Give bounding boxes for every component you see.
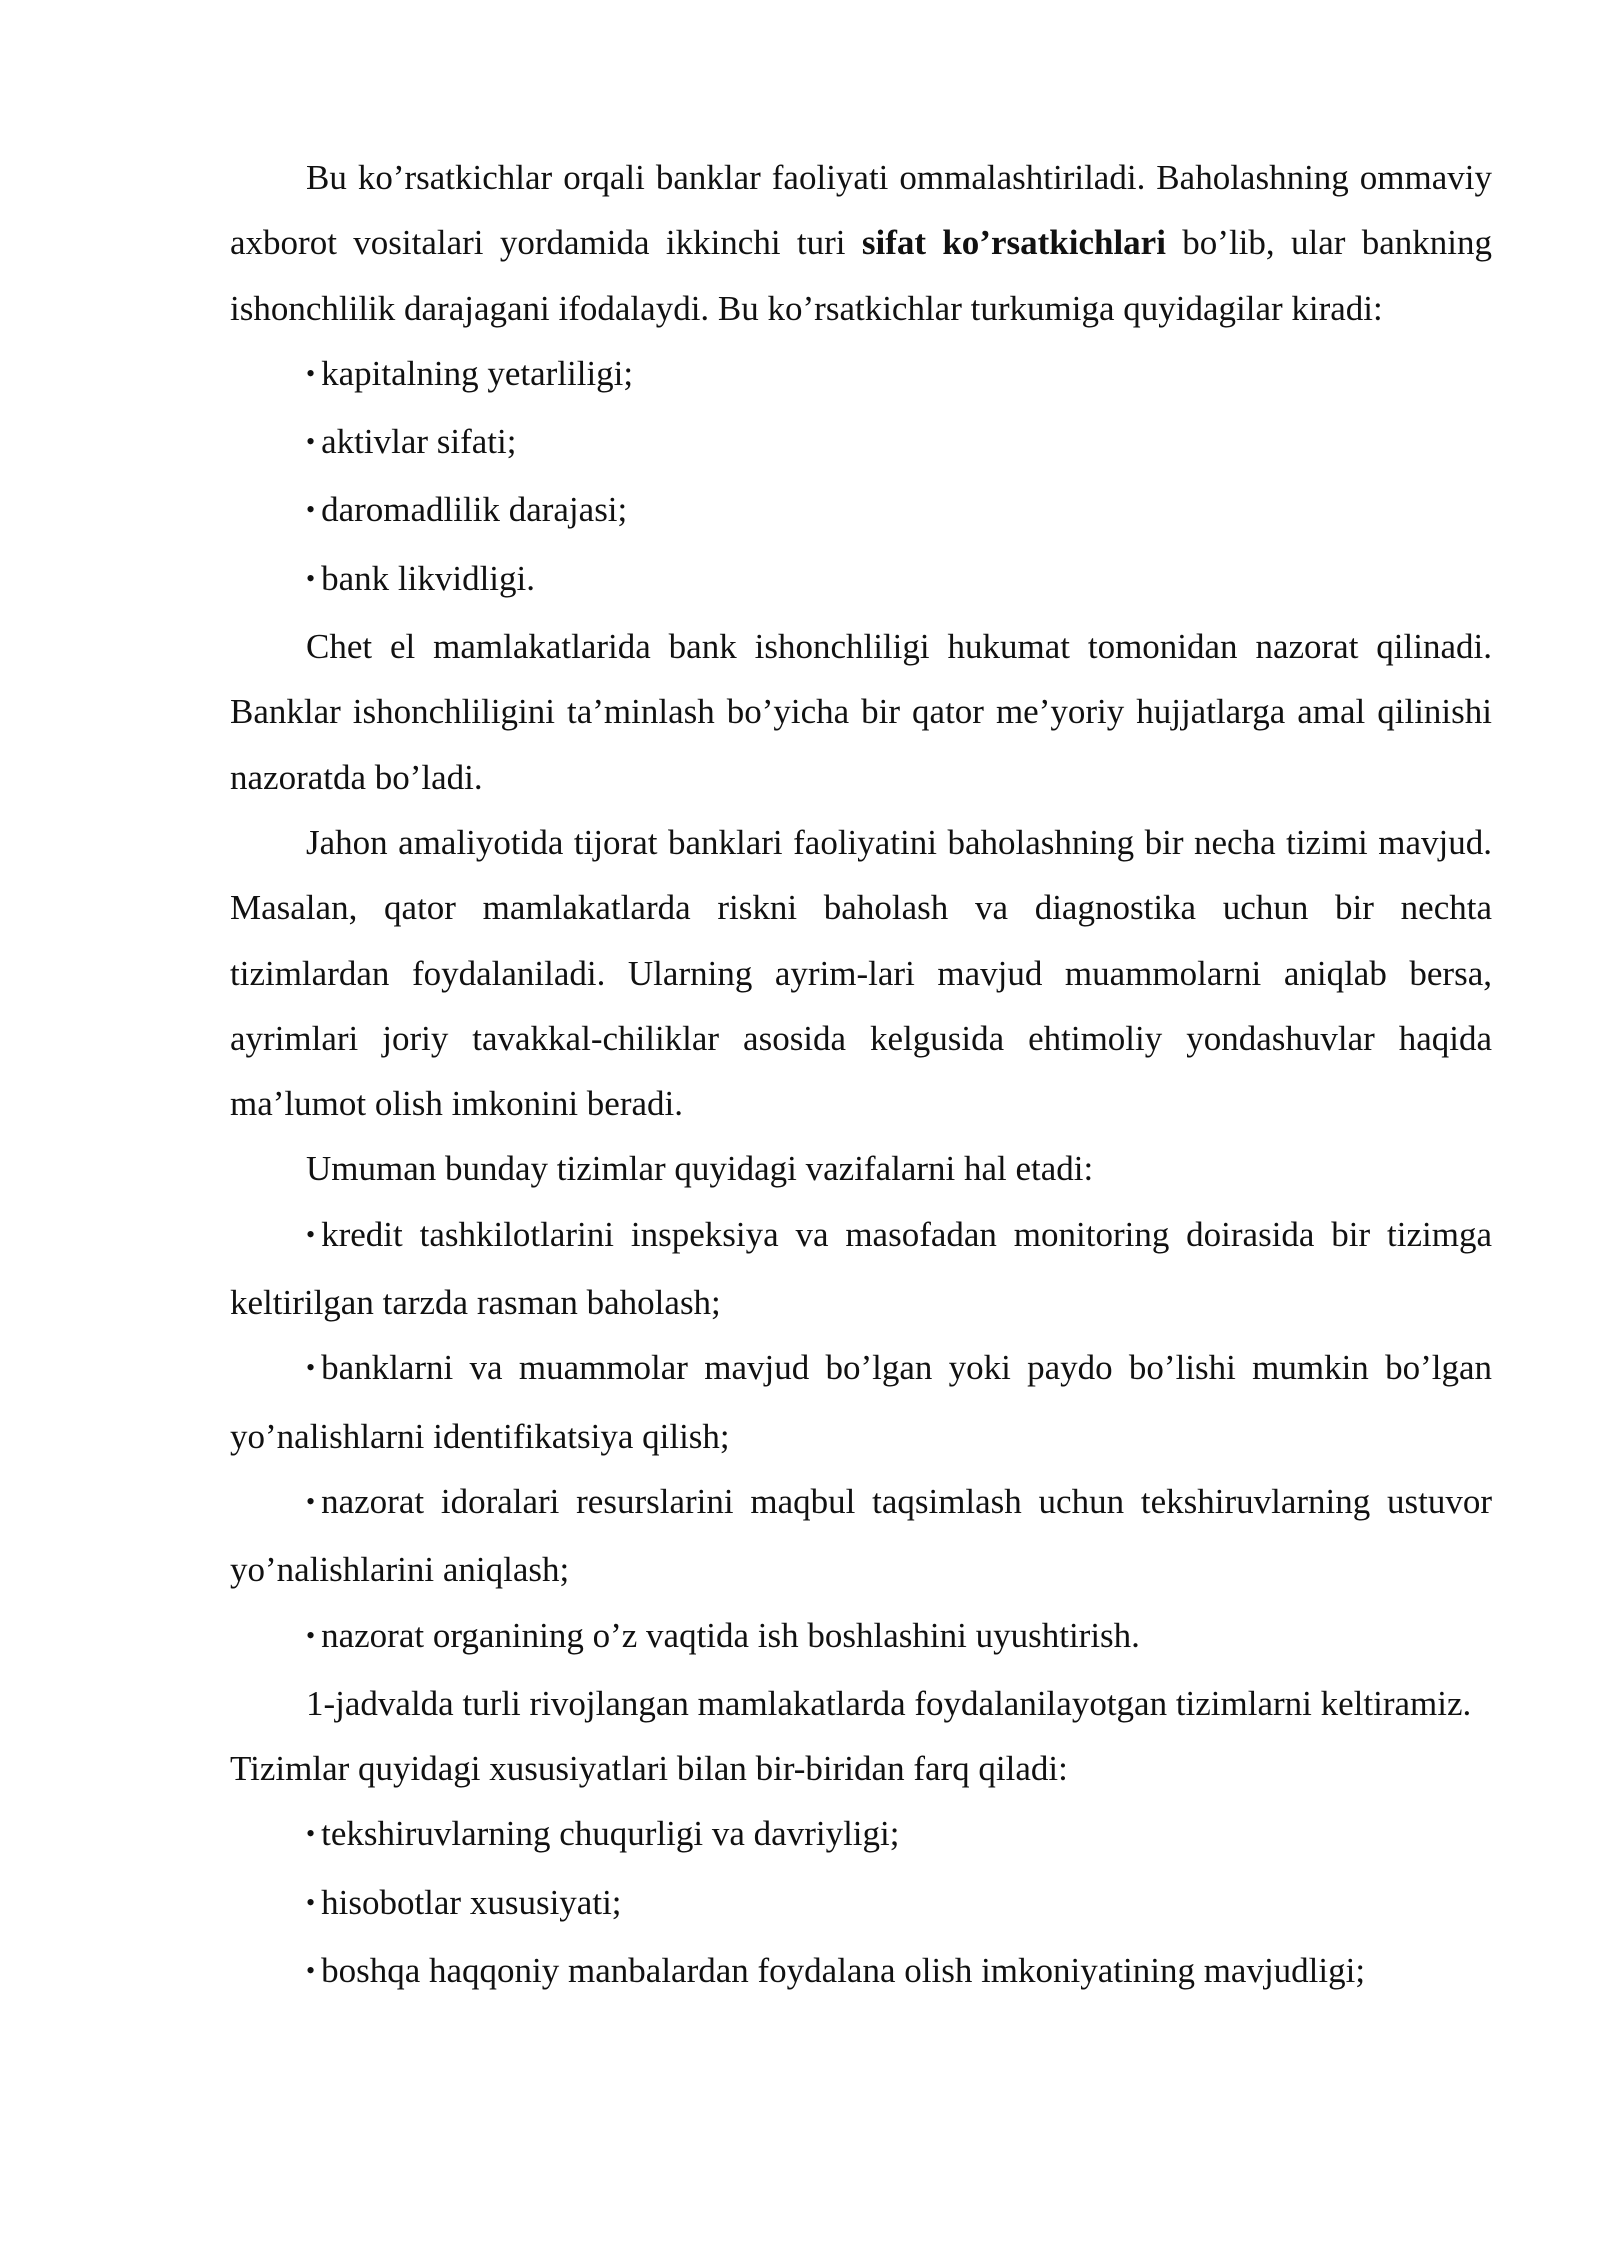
paragraph-table-reference: 1-jadvalda turli rivojlangan mamlakatlarda foydalanilayotgan tizimlarni keltiramiz. [306, 1683, 1472, 1723]
bullet-icon: • [306, 427, 316, 457]
paragraph-foreign-control: Chet el mamlakatlarida bank ishonchliligi hukumat tomonidan nazorat qilinadi. Banklar ishonchliligini ta’minlash bo’yicha bir qator me’yoriy hujjatlarga amal qilinishi nazoratda bo’ladi. [230, 627, 1492, 797]
bullet-icon: • [306, 1620, 316, 1650]
list-item: • daromadlilik darajasi; [306, 490, 628, 530]
paragraph-text: bo’lib, ular bankning ishonchlilik darajagani ifodalaydi. Bu ko’rsatkichlar turkumiga quyidagilar kiradi: [230, 223, 1493, 328]
list-item: • hisobotlar xususiyati; [306, 1882, 622, 1922]
list-item: • tekshiruvlarning chuqurligi va davriyligi; [306, 1814, 900, 1854]
bullet-icon: • [306, 1219, 316, 1249]
paragraph-system-differences: Tizimlar quyidagi xususiyatlari bilan bir-biridan farq qiladi: [230, 1749, 1068, 1789]
bullet-icon: • [306, 1486, 316, 1516]
list-item: • boshqa haqqoniy manbalardan foydalana olish imkoniyatining mavjudligi; [306, 1951, 1366, 1991]
list-item: • kredit tashkilotlarini inspeksiya va masofadan monitoring doirasida bir tizimga keltirilgan tarzda rasman baholash; [230, 1214, 1492, 1323]
document-page [230, 145, 1492, 2006]
list-item: • aktivlar sifati; [306, 422, 517, 462]
bullet-icon: • [306, 1353, 316, 1383]
list-item: • nazorat organining o’z vaqtida ish boshlashini uyushtirish. [306, 1615, 1140, 1655]
list-item: • bank likvidligi. [306, 558, 535, 598]
list-item: • kapitalning yetarliligi; [306, 353, 634, 393]
list-item: • nazorat idoralari resurslarini maqbul taqsimlash uchun tekshiruvlarning ustuvor yo’nalishlarini aniqlash; [230, 1481, 1492, 1590]
paragraph-system-tasks: Umuman bunday tizimlar quyidagi vazifalarni hal etadi: [306, 1149, 1094, 1189]
bullet-icon: • [306, 563, 316, 593]
paragraph-quality-indicators [230, 145, 1492, 341]
bullet-icon: • [306, 1887, 316, 1917]
bullet-icon: • [306, 1819, 316, 1849]
bullet-icon: • [306, 495, 316, 525]
bullet-icon: • [306, 358, 316, 388]
paragraph-text: Bu ko’rsatkichlar orqali banklar faoliyati ommalashtiriladi. Baholashning ommaviy axborot vositalari yordamida ikkinchi turi [230, 158, 1492, 263]
list-item: • banklarni va muammolar mavjud bo’lgan yoki paydo bo’lishi mumkin bo’lgan yo’nalishlarni identifikatsiya qilish; [230, 1348, 1492, 1456]
bold-term: sifat ko’rsatkichlari [861, 223, 1166, 263]
bullet-icon: • [306, 1956, 316, 1986]
paragraph-world-practice: Jahon amaliyotida tijorat banklari faoliyatini baholashning bir necha tizimi mavjud. Masalan, qator mamlakatlarda riskni baholash va diagnostika uchun bir nechta tizimlardan foydalaniladi. Ularning ayrim-lari mavjud muammolarni aniqlab bersa, ayrimlari joriy tavakkal-chiliklar asosida kelgusida ehtimoliy yondashuvlar haqida ma’lumot olish imkonini beradi. [230, 822, 1492, 1124]
